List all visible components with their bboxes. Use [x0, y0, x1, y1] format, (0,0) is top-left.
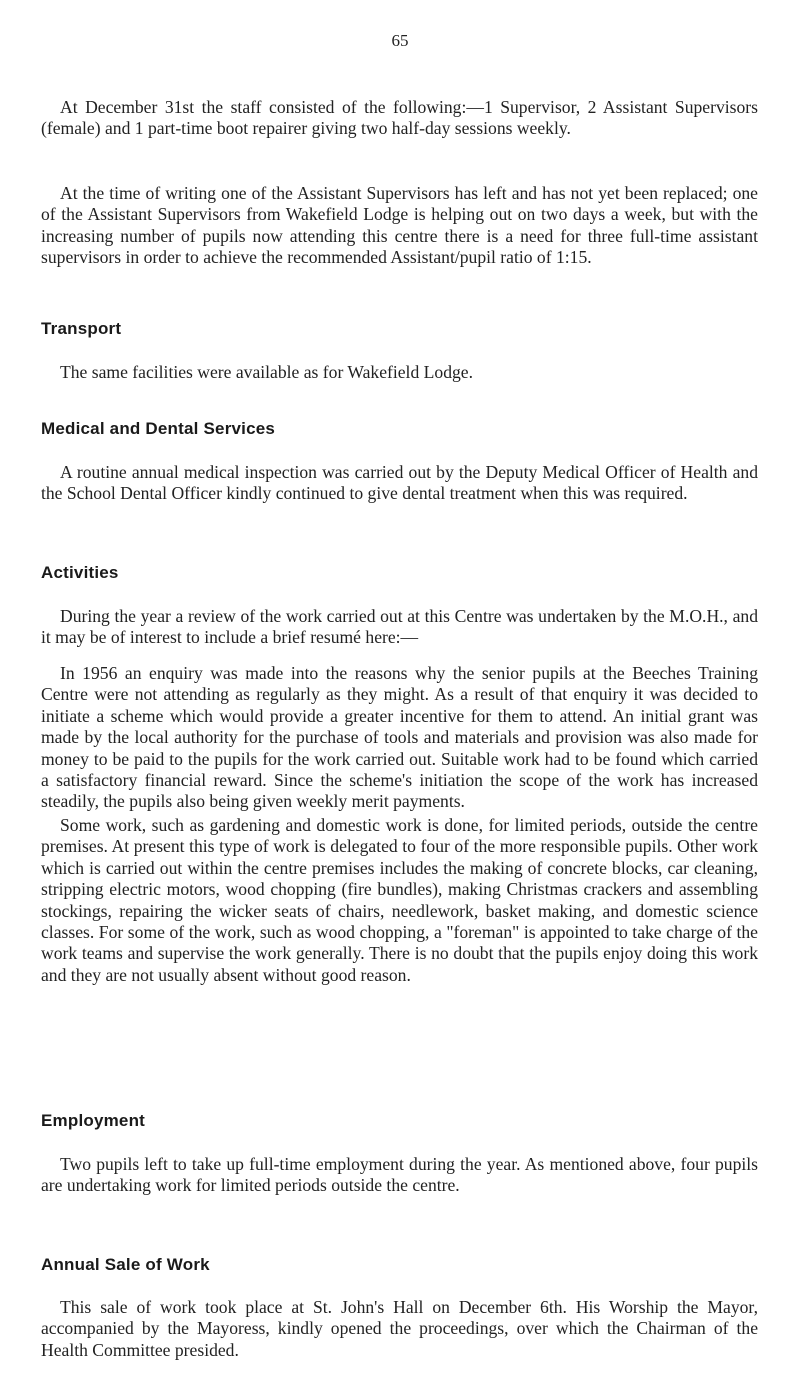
employment-heading: Employment: [41, 1111, 146, 1130]
activities-paragraph-3: Some work, such as gardening and domestic work is done, for limited periods, outside the centre premises. At present this type of work is delegated to four of the more responsible pupils. Other work which is carried out within the centre premises includes the making of concrete blocks, car cleaning, stripping electric motors, wood chopping (fire bundles), making Christmas crackers and assembling stockings, repairing the wicker seats of chairs, needlework, basket making, and domestic science classes. For some of the work, such as wood chopping, a "foreman" is appointed to take charge of the work teams and supervise the work generally. There is no doubt that the pupils enjoy doing this work and they are not usually absent without good reason.: [41, 815, 758, 985]
staff-paragraph-2: At the time of writing one of the Assistant Supervisors has left and has not yet been replaced; one of the Assistant Supervisors from Wakefield Lodge is helping out on two days a week, but with the increasing number of pupils now attending this centre there is a need for three full-time assistant supervisors in order to achieve the recommended Assistant/pupil ratio of 1:15.: [41, 183, 758, 268]
transport-paragraph: The same facilities were available as for Wakefield Lodge.: [60, 362, 473, 382]
activities-paragraph-1: During the year a review of the work carried out at this Centre was undertaken by the M.O.H., and it may be of interest to include a brief resumé here:—: [41, 606, 758, 648]
employment-paragraph: Two pupils left to take up full-time employment during the year. As mentioned above, four pupils are undertaking work for limited periods outside the centre.: [41, 1154, 758, 1196]
annual-sale-paragraph: This sale of work took place at St. John's Hall on December 6th. His Worship the Mayor, accompanied by the Mayoress, kindly opened the proceedings, over which the Chairman of the Health Committee presided.: [41, 1297, 758, 1360]
medical-dental-paragraph: A routine annual medical inspection was carried out by the Deputy Medical Officer of Health and the School Dental Officer kindly continued to give dental treatment when this was required.: [41, 462, 758, 504]
page-number: 65: [391, 31, 409, 50]
staff-paragraph-1: At December 31st the staff consisted of the following:—1 Supervisor, 2 Assistant Supervisors (female) and 1 part-time boot repairer giving two half-day sessions weekly.: [41, 97, 758, 139]
annual-sale-heading: Annual Sale of Work: [41, 1255, 210, 1274]
transport-heading: Transport: [41, 319, 122, 338]
activities-paragraph-2: In 1956 an enquiry was made into the reasons why the senior pupils at the Beeches Training Centre were not attending as regularly as they might. As a result of that enquiry it was decided to initiate a scheme which would provide a greater incentive for them to attend. An initial grant was made by the local authority for the purchase of tools and materials and provision was also made for money to be paid to the pupils for the work carried out. Suitable work had to be found which carried a satisfactory financial reward. Since the scheme's initiation the scope of the work has increased steadily, the pupils also being given weekly merit payments.: [41, 663, 758, 812]
medical-dental-heading: Medical and Dental Services: [41, 419, 276, 438]
activities-heading: Activities: [41, 563, 119, 582]
